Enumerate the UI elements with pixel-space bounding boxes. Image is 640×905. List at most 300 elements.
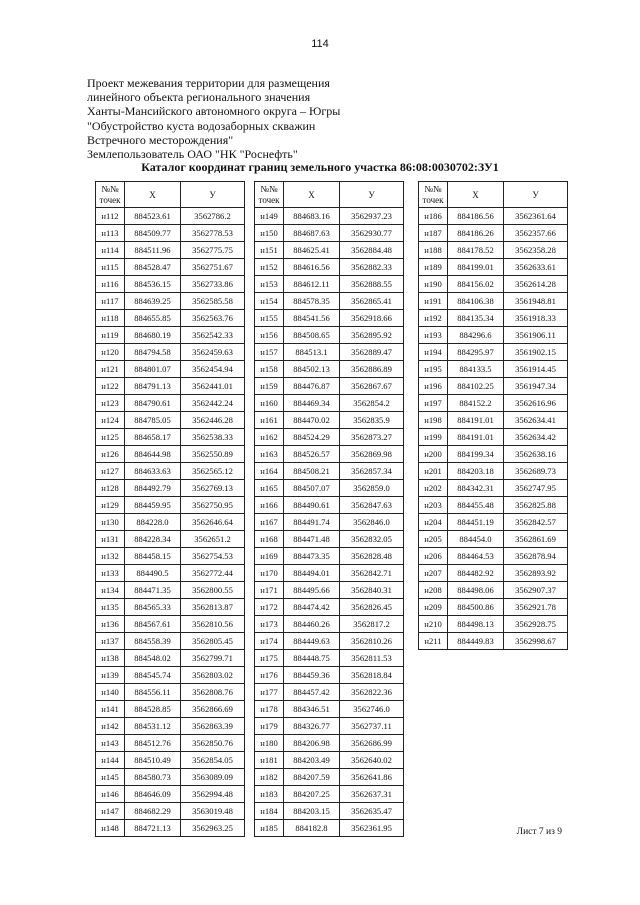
table-row xyxy=(96,650,245,667)
x-coordinate-cell: 884682.29 xyxy=(125,803,181,820)
column-header-y: У xyxy=(340,182,404,208)
x-coordinate-cell: 884524.29 xyxy=(284,429,340,446)
x-coordinate-cell: 884464.53 xyxy=(448,548,504,565)
x-coordinate-cell: 884785.05 xyxy=(125,412,181,429)
point-id-cell: н115 xyxy=(96,259,125,276)
table-row xyxy=(255,480,404,497)
table-row xyxy=(96,395,245,412)
header-line: Землепользователь ОАО "НК "Роснефть" xyxy=(87,147,298,162)
table-row xyxy=(419,395,568,412)
point-id-cell: н127 xyxy=(96,463,125,480)
table-row xyxy=(255,446,404,463)
y-coordinate-cell: 3562878.94 xyxy=(504,548,568,565)
x-coordinate-cell: 884482.92 xyxy=(448,565,504,582)
table-row xyxy=(255,514,404,531)
column-header-x: Х xyxy=(284,182,340,208)
x-coordinate-cell: 884801.07 xyxy=(125,361,181,378)
x-coordinate-cell: 884556.11 xyxy=(125,684,181,701)
x-coordinate-cell: 884492.79 xyxy=(125,480,181,497)
table-row xyxy=(255,497,404,514)
y-coordinate-cell: 3562867.67 xyxy=(340,378,404,395)
y-coordinate-cell: 3562651.2 xyxy=(181,531,245,548)
table-row xyxy=(96,514,245,531)
table-row xyxy=(255,276,404,293)
x-coordinate-cell: 884510.49 xyxy=(125,752,181,769)
table-row xyxy=(255,565,404,582)
point-id-cell: н183 xyxy=(255,786,284,803)
y-coordinate-cell: 3562818.84 xyxy=(340,667,404,684)
y-coordinate-cell: 3562442.24 xyxy=(181,395,245,412)
y-coordinate-cell: 3562786.2 xyxy=(181,208,245,225)
point-id-cell: н128 xyxy=(96,480,125,497)
y-coordinate-cell: 3561914.45 xyxy=(504,361,568,378)
y-coordinate-cell: 3562850.76 xyxy=(181,735,245,752)
table-row xyxy=(96,820,245,837)
x-coordinate-cell: 884207.25 xyxy=(284,786,340,803)
point-id-cell: н195 xyxy=(419,361,448,378)
point-id-cell: н171 xyxy=(255,582,284,599)
point-id-cell: н136 xyxy=(96,616,125,633)
table-header-row xyxy=(419,182,568,208)
x-coordinate-cell: 884296.6 xyxy=(448,327,504,344)
point-id-cell: н197 xyxy=(419,395,448,412)
point-id-cell: н135 xyxy=(96,599,125,616)
point-id-cell: н191 xyxy=(419,293,448,310)
table-row xyxy=(96,582,245,599)
x-coordinate-cell: 884106.38 xyxy=(448,293,504,310)
column-header-point-num: №№ xyxy=(101,183,119,194)
y-coordinate-cell: 3562803.02 xyxy=(181,667,245,684)
point-id-cell: н145 xyxy=(96,769,125,786)
table-row xyxy=(255,361,404,378)
table-row xyxy=(96,429,245,446)
point-id-cell: н181 xyxy=(255,752,284,769)
point-id-cell: н189 xyxy=(419,259,448,276)
point-id-cell: н153 xyxy=(255,276,284,293)
column-header-y: У xyxy=(181,182,245,208)
x-coordinate-cell: 884633.63 xyxy=(125,463,181,480)
point-id-cell: н192 xyxy=(419,310,448,327)
x-coordinate-cell: 884228.34 xyxy=(125,531,181,548)
table-row xyxy=(96,497,245,514)
point-id-cell: н204 xyxy=(419,514,448,531)
y-coordinate-cell: 3562747.95 xyxy=(504,480,568,497)
y-coordinate-cell: 3562754.53 xyxy=(181,548,245,565)
point-id-cell: н121 xyxy=(96,361,125,378)
table-header-row xyxy=(255,182,404,208)
y-coordinate-cell: 3562634.41 xyxy=(504,412,568,429)
x-coordinate-cell: 884133.5 xyxy=(448,361,504,378)
table-row xyxy=(419,514,568,531)
x-coordinate-cell: 884199.01 xyxy=(448,259,504,276)
point-id-cell: н170 xyxy=(255,565,284,582)
x-coordinate-cell: 884459.36 xyxy=(284,667,340,684)
x-coordinate-cell: 884191.01 xyxy=(448,429,504,446)
y-coordinate-cell: 3562884.48 xyxy=(340,242,404,259)
x-coordinate-cell: 884186.26 xyxy=(448,225,504,242)
point-id-cell: н161 xyxy=(255,412,284,429)
x-coordinate-cell: 884536.15 xyxy=(125,276,181,293)
point-id-cell: н147 xyxy=(96,803,125,820)
point-id-cell: н150 xyxy=(255,225,284,242)
y-coordinate-cell: 3562686.99 xyxy=(340,735,404,752)
x-coordinate-cell: 884646.09 xyxy=(125,786,181,803)
y-coordinate-cell: 3562918.66 xyxy=(340,310,404,327)
x-coordinate-cell: 884507.07 xyxy=(284,480,340,497)
table-row xyxy=(419,497,568,514)
y-coordinate-cell: 3562930.77 xyxy=(340,225,404,242)
point-id-cell: н151 xyxy=(255,242,284,259)
y-coordinate-cell: 3562893.92 xyxy=(504,565,568,582)
page-number: 114 xyxy=(311,38,329,50)
table-row xyxy=(96,735,245,752)
column-header-point-num: №№ xyxy=(260,183,278,194)
y-coordinate-cell: 3562854.05 xyxy=(181,752,245,769)
x-coordinate-cell: 884459.95 xyxy=(125,497,181,514)
point-id-cell: н185 xyxy=(255,820,284,837)
y-coordinate-cell: 3562550.89 xyxy=(181,446,245,463)
table-row xyxy=(419,361,568,378)
y-coordinate-cell: 3562811.53 xyxy=(340,650,404,667)
point-id-cell: н134 xyxy=(96,582,125,599)
x-coordinate-cell: 884523.61 xyxy=(125,208,181,225)
x-coordinate-cell: 884476.87 xyxy=(284,378,340,395)
table-row xyxy=(96,344,245,361)
y-coordinate-cell: 3562840.31 xyxy=(340,582,404,599)
point-id-cell: н186 xyxy=(419,208,448,225)
table-row xyxy=(419,616,568,633)
table-row xyxy=(419,548,568,565)
y-coordinate-cell: 3562907.37 xyxy=(504,582,568,599)
x-coordinate-cell: 884458.15 xyxy=(125,548,181,565)
table-row xyxy=(255,208,404,225)
x-coordinate-cell: 884545.74 xyxy=(125,667,181,684)
x-coordinate-cell: 884509.77 xyxy=(125,225,181,242)
y-coordinate-cell: 3562750.95 xyxy=(181,497,245,514)
x-coordinate-cell: 884470.02 xyxy=(284,412,340,429)
x-coordinate-cell: 884460.26 xyxy=(284,616,340,633)
table-row xyxy=(255,429,404,446)
x-coordinate-cell: 884790.61 xyxy=(125,395,181,412)
x-coordinate-cell: 884687.63 xyxy=(284,225,340,242)
column-header-point-label: точек xyxy=(99,194,121,205)
y-coordinate-cell: 3562751.67 xyxy=(181,259,245,276)
table-row xyxy=(255,684,404,701)
x-coordinate-cell: 884565.33 xyxy=(125,599,181,616)
y-coordinate-cell: 3563089.09 xyxy=(181,769,245,786)
table-row xyxy=(255,803,404,820)
point-id-cell: н160 xyxy=(255,395,284,412)
point-id-cell: н141 xyxy=(96,701,125,718)
y-coordinate-cell: 3562358.28 xyxy=(504,242,568,259)
point-id-cell: н188 xyxy=(419,242,448,259)
point-id-cell: н167 xyxy=(255,514,284,531)
point-id-cell: н125 xyxy=(96,429,125,446)
x-coordinate-cell: 884199.34 xyxy=(448,446,504,463)
point-id-cell: н178 xyxy=(255,701,284,718)
table-row xyxy=(419,259,568,276)
point-id-cell: н194 xyxy=(419,344,448,361)
x-coordinate-cell: 884186.56 xyxy=(448,208,504,225)
y-coordinate-cell: 3562769.13 xyxy=(181,480,245,497)
x-coordinate-cell: 884469.34 xyxy=(284,395,340,412)
x-coordinate-cell: 884511.96 xyxy=(125,242,181,259)
y-coordinate-cell: 3562866.69 xyxy=(181,701,245,718)
point-id-cell: н164 xyxy=(255,463,284,480)
table-row xyxy=(419,242,568,259)
y-coordinate-cell: 3562886.89 xyxy=(340,361,404,378)
point-id-cell: н154 xyxy=(255,293,284,310)
y-coordinate-cell: 3562538.33 xyxy=(181,429,245,446)
point-id-cell: н146 xyxy=(96,786,125,803)
x-coordinate-cell: 884203.49 xyxy=(284,752,340,769)
header-line: Ханты-Мансийского автономного округа – Югры xyxy=(87,104,341,119)
x-coordinate-cell: 884178.52 xyxy=(448,242,504,259)
table-row xyxy=(255,769,404,786)
y-coordinate-cell: 3562616.96 xyxy=(504,395,568,412)
table-row xyxy=(96,633,245,650)
x-coordinate-cell: 884473.35 xyxy=(284,548,340,565)
y-coordinate-cell: 3562441.01 xyxy=(181,378,245,395)
y-coordinate-cell: 3562459.63 xyxy=(181,344,245,361)
x-coordinate-cell: 884295.97 xyxy=(448,344,504,361)
table-row xyxy=(255,820,404,837)
y-coordinate-cell: 3562641.86 xyxy=(340,769,404,786)
column-header-point-label: точек xyxy=(422,194,444,205)
y-coordinate-cell: 3561918.33 xyxy=(504,310,568,327)
y-coordinate-cell: 3562646.64 xyxy=(181,514,245,531)
point-id-cell: н190 xyxy=(419,276,448,293)
point-id-cell: н182 xyxy=(255,769,284,786)
table-row xyxy=(255,786,404,803)
point-id-cell: н131 xyxy=(96,531,125,548)
point-id-cell: н169 xyxy=(255,548,284,565)
point-id-cell: н120 xyxy=(96,344,125,361)
table-row xyxy=(255,650,404,667)
y-coordinate-cell: 3562861.69 xyxy=(504,531,568,548)
point-id-cell: н123 xyxy=(96,395,125,412)
column-header-point xyxy=(96,182,125,208)
table-row xyxy=(255,242,404,259)
table-row xyxy=(255,718,404,735)
table-row xyxy=(96,803,245,820)
x-coordinate-cell: 884495.66 xyxy=(284,582,340,599)
x-coordinate-cell: 884541.56 xyxy=(284,310,340,327)
y-coordinate-cell: 3562998.67 xyxy=(504,633,568,650)
x-coordinate-cell: 884531.12 xyxy=(125,718,181,735)
table-row xyxy=(419,208,568,225)
y-coordinate-cell: 3562805.45 xyxy=(181,633,245,650)
table-row xyxy=(255,633,404,650)
point-id-cell: н211 xyxy=(419,633,448,650)
table-row xyxy=(255,463,404,480)
y-coordinate-cell: 3562826.45 xyxy=(340,599,404,616)
x-coordinate-cell: 884156.02 xyxy=(448,276,504,293)
y-coordinate-cell: 3562565.12 xyxy=(181,463,245,480)
point-id-cell: н137 xyxy=(96,633,125,650)
y-coordinate-cell: 3562846.0 xyxy=(340,514,404,531)
y-coordinate-cell: 3562634.42 xyxy=(504,429,568,446)
point-id-cell: н200 xyxy=(419,446,448,463)
table-row xyxy=(419,310,568,327)
y-coordinate-cell: 3562828.48 xyxy=(340,548,404,565)
table-row xyxy=(96,786,245,803)
x-coordinate-cell: 884526.57 xyxy=(284,446,340,463)
y-coordinate-cell: 3562585.58 xyxy=(181,293,245,310)
x-coordinate-cell: 884680.19 xyxy=(125,327,181,344)
y-coordinate-cell: 3562640.02 xyxy=(340,752,404,769)
x-coordinate-cell: 884448.75 xyxy=(284,650,340,667)
table-row xyxy=(255,310,404,327)
x-coordinate-cell: 884490.61 xyxy=(284,497,340,514)
x-coordinate-cell: 884655.85 xyxy=(125,310,181,327)
point-id-cell: н129 xyxy=(96,497,125,514)
point-id-cell: н168 xyxy=(255,531,284,548)
table-row xyxy=(96,412,245,429)
y-coordinate-cell: 3562614.28 xyxy=(504,276,568,293)
column-header-point-label: точек xyxy=(258,194,280,205)
coordinate-table-3 xyxy=(418,181,568,650)
table-row xyxy=(419,582,568,599)
x-coordinate-cell: 884498.13 xyxy=(448,616,504,633)
x-coordinate-cell: 884616.56 xyxy=(284,259,340,276)
x-coordinate-cell: 884513.1 xyxy=(284,344,340,361)
point-id-cell: н117 xyxy=(96,293,125,310)
table-row xyxy=(255,531,404,548)
point-id-cell: н155 xyxy=(255,310,284,327)
y-coordinate-cell: 3562810.56 xyxy=(181,616,245,633)
y-coordinate-cell: 3562542.33 xyxy=(181,327,245,344)
x-coordinate-cell: 884457.42 xyxy=(284,684,340,701)
y-coordinate-cell: 3562865.41 xyxy=(340,293,404,310)
table-row xyxy=(419,412,568,429)
point-id-cell: н126 xyxy=(96,446,125,463)
column-header-x: Х xyxy=(448,182,504,208)
y-coordinate-cell: 3562775.75 xyxy=(181,242,245,259)
column-header-point xyxy=(255,182,284,208)
point-id-cell: н114 xyxy=(96,242,125,259)
y-coordinate-cell: 3562895.92 xyxy=(340,327,404,344)
x-coordinate-cell: 884494.01 xyxy=(284,565,340,582)
table-row xyxy=(96,565,245,582)
y-coordinate-cell: 3562888.55 xyxy=(340,276,404,293)
x-coordinate-cell: 884454.0 xyxy=(448,531,504,548)
table-row xyxy=(96,480,245,497)
x-coordinate-cell: 884455.48 xyxy=(448,497,504,514)
x-coordinate-cell: 884578.35 xyxy=(284,293,340,310)
table-row xyxy=(419,378,568,395)
y-coordinate-cell: 3562842.71 xyxy=(340,565,404,582)
x-coordinate-cell: 884548.02 xyxy=(125,650,181,667)
x-coordinate-cell: 884500.86 xyxy=(448,599,504,616)
x-coordinate-cell: 884512.76 xyxy=(125,735,181,752)
point-id-cell: н206 xyxy=(419,548,448,565)
table-row xyxy=(96,701,245,718)
header-line: Встречного месторождения" xyxy=(87,132,234,147)
y-coordinate-cell: 3562772.44 xyxy=(181,565,245,582)
point-id-cell: н116 xyxy=(96,276,125,293)
table-row xyxy=(96,531,245,548)
x-coordinate-cell: 884203.18 xyxy=(448,463,504,480)
table-row xyxy=(96,327,245,344)
point-id-cell: н149 xyxy=(255,208,284,225)
table-row xyxy=(419,276,568,293)
point-id-cell: н177 xyxy=(255,684,284,701)
point-id-cell: н208 xyxy=(419,582,448,599)
table-row xyxy=(255,225,404,242)
table-row xyxy=(96,361,245,378)
point-id-cell: н144 xyxy=(96,752,125,769)
table-header-row xyxy=(96,182,245,208)
point-id-cell: н159 xyxy=(255,378,284,395)
x-coordinate-cell: 884135.34 xyxy=(448,310,504,327)
point-id-cell: н207 xyxy=(419,565,448,582)
x-coordinate-cell: 884182.8 xyxy=(284,820,340,837)
y-coordinate-cell: 3562869.98 xyxy=(340,446,404,463)
x-coordinate-cell: 884639.25 xyxy=(125,293,181,310)
point-id-cell: н180 xyxy=(255,735,284,752)
point-id-cell: н172 xyxy=(255,599,284,616)
point-id-cell: н210 xyxy=(419,616,448,633)
table-row xyxy=(255,616,404,633)
x-coordinate-cell: 884791.13 xyxy=(125,378,181,395)
y-coordinate-cell: 3562857.34 xyxy=(340,463,404,480)
point-id-cell: н202 xyxy=(419,480,448,497)
y-coordinate-cell: 3561906.11 xyxy=(504,327,568,344)
x-coordinate-cell: 884491.74 xyxy=(284,514,340,531)
y-coordinate-cell: 3562873.27 xyxy=(340,429,404,446)
header-line: "Обустройство куста водозаборных скважин xyxy=(87,118,316,133)
point-id-cell: н119 xyxy=(96,327,125,344)
point-id-cell: н130 xyxy=(96,514,125,531)
table-row xyxy=(419,565,568,582)
table-row xyxy=(255,344,404,361)
table-row xyxy=(96,616,245,633)
table-row xyxy=(419,225,568,242)
y-coordinate-cell: 3562889.47 xyxy=(340,344,404,361)
y-coordinate-cell: 3562638.16 xyxy=(504,446,568,463)
x-coordinate-cell: 884228.0 xyxy=(125,514,181,531)
point-id-cell: н176 xyxy=(255,667,284,684)
y-coordinate-cell: 3562882.33 xyxy=(340,259,404,276)
x-coordinate-cell: 884152.2 xyxy=(448,395,504,412)
point-id-cell: н122 xyxy=(96,378,125,395)
y-coordinate-cell: 3562813.87 xyxy=(181,599,245,616)
point-id-cell: н193 xyxy=(419,327,448,344)
point-id-cell: н148 xyxy=(96,820,125,837)
x-coordinate-cell: 884528.47 xyxy=(125,259,181,276)
x-coordinate-cell: 884326.77 xyxy=(284,718,340,735)
y-coordinate-cell: 3562832.05 xyxy=(340,531,404,548)
x-coordinate-cell: 884471.48 xyxy=(284,531,340,548)
table-row xyxy=(96,276,245,293)
y-coordinate-cell: 3562835.9 xyxy=(340,412,404,429)
table-row xyxy=(419,599,568,616)
header-line: Проект межевания территории для размещения xyxy=(87,76,330,90)
point-id-cell: н133 xyxy=(96,565,125,582)
table-row xyxy=(255,735,404,752)
column-header-point-num: №№ xyxy=(424,183,442,194)
x-coordinate-cell: 884490.5 xyxy=(125,565,181,582)
table-row xyxy=(96,667,245,684)
point-id-cell: н156 xyxy=(255,327,284,344)
table-row xyxy=(419,531,568,548)
point-id-cell: н152 xyxy=(255,259,284,276)
table-row xyxy=(419,480,568,497)
x-coordinate-cell: 884449.83 xyxy=(448,633,504,650)
table-row xyxy=(96,378,245,395)
point-id-cell: н143 xyxy=(96,735,125,752)
